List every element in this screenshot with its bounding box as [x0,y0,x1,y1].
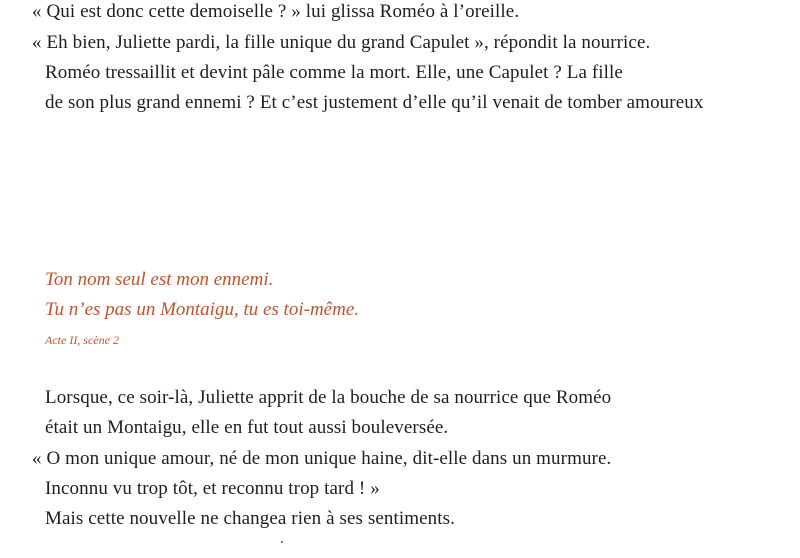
dialogue-line-1: « Qui est donc cette demoiselle ? » lui glissa Roméo à l’oreille. [32,1,520,22]
narrative-line-5: Mais cette nouvelle ne changea rien à ses sentiments. [45,508,455,529]
dialogue-line-2: « Eh bien, Juliette pardi, la fille unique du grand Capulet », répondit la nourrice. [32,32,651,53]
scan-speck [281,541,283,543]
quotation-line-2: Tu n’es pas un Montaigu, tu es toi-même. [45,299,360,320]
dialogue-line-3: Roméo tressaillit et devint pâle comme la mort. Elle, une Capulet ? La fille [45,62,623,83]
narrative-line-3: « O mon unique amour, né de mon unique haine, dit-elle dans un murmure. [32,448,612,469]
quotation-citation: Acte II, scène 2 [45,333,119,347]
dialogue-line-4: de son plus grand ennemi ? Et c’est justement d’elle qu’il venait de tomber amoureux [45,92,704,113]
narrative-line-4: Inconnu vu trop tôt, et reconnu trop tard ! » [45,478,380,499]
quotation-line-1: Ton nom seul est mon ennemi. [45,269,274,290]
narrative-line-2: était un Montaigu, elle en fut tout aussi bouleversée. [45,417,449,438]
narrative-line-1: Lorsque, ce soir-là, Juliette apprit de la bouche de sa nourrice que Roméo [45,387,612,408]
